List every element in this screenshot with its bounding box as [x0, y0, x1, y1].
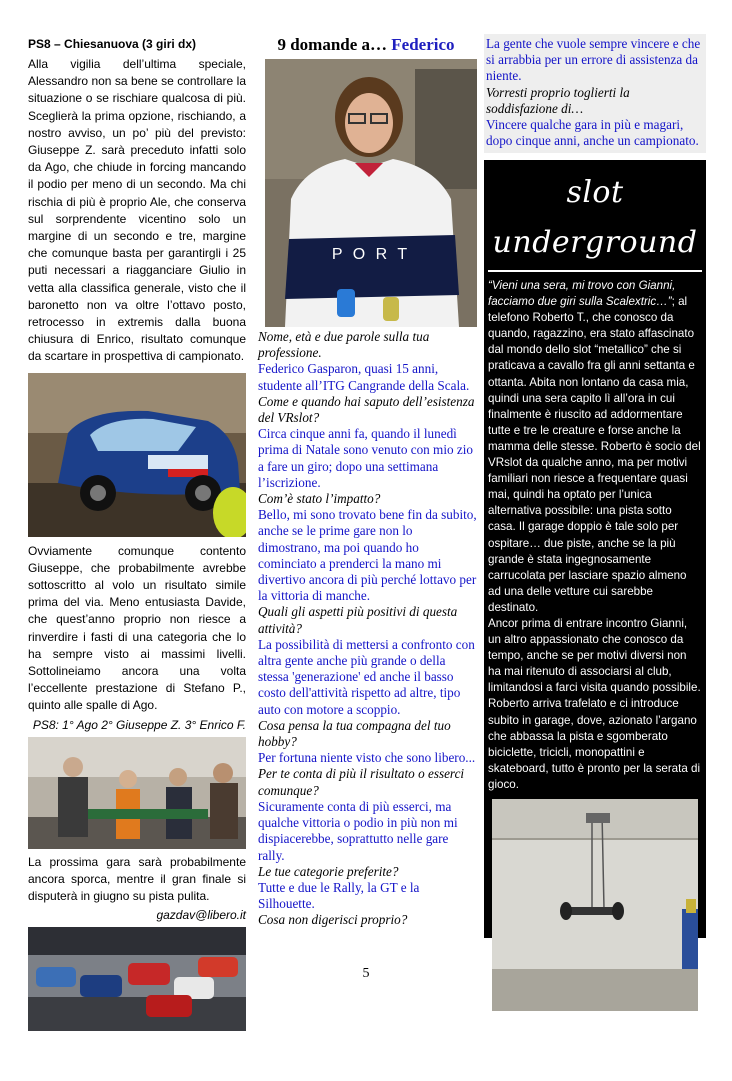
slot-underground-logo: slot underground: [492, 175, 698, 260]
interview-title: [255, 34, 477, 56]
sidebar-paragraph-text: ; al telefono Roberto T., che conosco da quando, ragazzino, era stato affascinato dal mondo dello slot “metallico” che si praticava a cavallo fra gli anni settanta e ottanta. Abita non lontano da casa mia, quindi una sera capito lì all’ora in cui finalmente è riuscito ad addormentare tutte e tre le creature e forse anche la mamma delle stesse. Roberto è socio del VRslot da qualche anno, ma per motivi familiari non riesce a frequentare quasi mai, quindi ha optato per l’unica alternativa possibile: una pista sotto casa. Il garage doppio è tale solo per ospitare… due piste, anche se la più grande è stata ingegnosamente carrucolata per lasciare spazio almeno ad una delle vetture cui sarebbe destinato.: [488, 295, 701, 614]
logo-divider: [488, 270, 702, 272]
club-crowd-photo: [28, 737, 246, 849]
author-email: gazdav@libero.it: [156, 908, 246, 923]
answer-text: La gente che vuole sempre vincere e che si arrabbia per un errore di assistenza da niente.: [486, 36, 701, 84]
sidebar-paragraph: La Scalextric Sport a due corsie mi è nota quantomeno per averla disegnata qualche tempo fa, e per aver rimediato a qualche: [488, 1018, 697, 1080]
sidebar-paragraph: [488, 278, 702, 616]
federico-portrait-photo: [265, 59, 477, 327]
question-text: Cosa pensa la tua compagna del tuo hobby?: [258, 717, 451, 750]
answer-text: Bello, mi sono trovato bene fin da subito, anche se le prime gare non lo dimostrano, ma poi quando ho cominciato a prenderci la mano mi divertivo ancora di più perché lottavo per la vittoria di manche.: [258, 507, 477, 604]
sidebar-quote: “Vieni una sera, mi trovo con Gianni, facciamo due giri sulla Scalextric…”: [488, 279, 676, 309]
answer-text: Sicuramente conta di più esserci, ma qualche vittoria o podio in più non mi dispiacerebbe, soprattutto nelle gare rally.: [258, 798, 458, 863]
question-text: Per te conta di più il risultato o esserci comunque?: [258, 766, 465, 798]
question-text: Come e quando hai saputo dell’esistenza del VRslot?: [258, 393, 475, 426]
interview-column: [255, 34, 477, 929]
interview-title-name: Federico: [391, 35, 455, 54]
answer-text: Tutte e due le Rally, la GT e la Silhouette.: [258, 879, 420, 912]
page-number: 5: [362, 966, 370, 981]
answer-text: Per fortuna niente visto che sono libero...: [258, 750, 476, 766]
answer-text: Circa cinque anni fa, quando il lunedì prima di Natale sono venuto con mio zio a fare un giro; dopo una settimana l’iscrizione.: [258, 426, 473, 490]
section-heading: PS8 – Chiesanuova (3 giri dx): [28, 37, 197, 51]
jersey-print: P O R T: [331, 246, 411, 263]
answer-text: La possibilità di mettersi a confronto con altra gente anche più grande o della stessa 'generazione' ed anche il basso costo dell'attività rispetto ad altre, tipo auto con motore a scoppio.: [258, 636, 475, 717]
article-paragraph: La prossima gara sarà probabilmente ancora sporca, mentre il gran finale si disputerà in giugno su pista pulita.: [28, 854, 246, 904]
qa-list: [255, 329, 477, 929]
article-paragraph: Ovviamente comunque contento Giuseppe, che probabilmente avrebbe sottoscritto al volo un risultato simile prima del via. Meno entusiasta Davide, che quest’anno proprio non riesce a rinverdire i fasti di una categoria che lo ha sempre visto ai massimi livelli. Sottolineiamo ancora una volta l’eccellente prestazione di Stefano P., quinto alle spalle di Ago.: [28, 543, 246, 713]
sidebar-paragraph: Ancor prima di entrare incontro Gianni, un altro appassionato che conosco da tempo, anche se per motivi diversi non ha mai ritenuto di associarsi al club, limitandosi a farci visita quando possibile. Roberto arriva trafelato e ci introduce subito in garage, dove, azionato l’argano che abbassa la pista e sgomberato biciclette, tricicli, monopattini e skateboard, tutto è pronto per la serata di gioco.: [488, 616, 701, 791]
rally-car-photo: [28, 373, 246, 537]
question-text: Le tue categorie preferite?: [258, 863, 399, 879]
left-column: [28, 36, 246, 1031]
question-text: Quali gli aspetti più positivi di questa attività?: [258, 604, 458, 636]
results-line: PS8: 1° Ago 2° Giuseppe Z. 3° Enrico F.: [32, 717, 246, 732]
question-text: Vorresti proprio toglierti la soddisfazione di…: [486, 84, 630, 116]
article-paragraph: Alla vigilia dell’ultima speciale, Alessandro non sa bene se controllare la situazione o se rischiare qualcosa di più. Sceglierà la prima opzione, rischiando, a nostro avviso, un po’ più del previsto: Giuseppe Z. sarà preceduto infatti solo da Ago, che chiude in forcing mancando il podio per meno di un secondo. Ma chi rischia di più è proprio Ale, che conserva sul sorprendente vicentino solo un margine di un secondo e tre, margine che comunque basta per garantirgli i 25 puti necessari a riagganciare Giulio in vetta alla classifica generale, visto che il baronetto non va oltre l’ottavo posto, retrocesso in extremis dalla buona chiusura di Enrico, risultato comunque da scartare in prospettiva di campionato.: [28, 57, 246, 364]
interview-title-prefix: 9 domande a…: [277, 35, 388, 54]
question-text: Cosa non digerisci proprio?: [258, 912, 408, 928]
question-text: Com’è stato l’impatto?: [258, 491, 381, 507]
question-text: Nome, età e due parole sulla tua professione.: [258, 329, 430, 361]
slot-underground-sidebar: [484, 160, 706, 1080]
interview-continuation-box: [484, 34, 706, 153]
answer-text: Vincere qualche gara in più e magari, dopo cinque anni, anche un campionato.: [486, 117, 699, 149]
answer-text: Federico Gasparon, quasi 15 anni, studente all’ITG Cangrande della Scala.: [258, 361, 470, 393]
